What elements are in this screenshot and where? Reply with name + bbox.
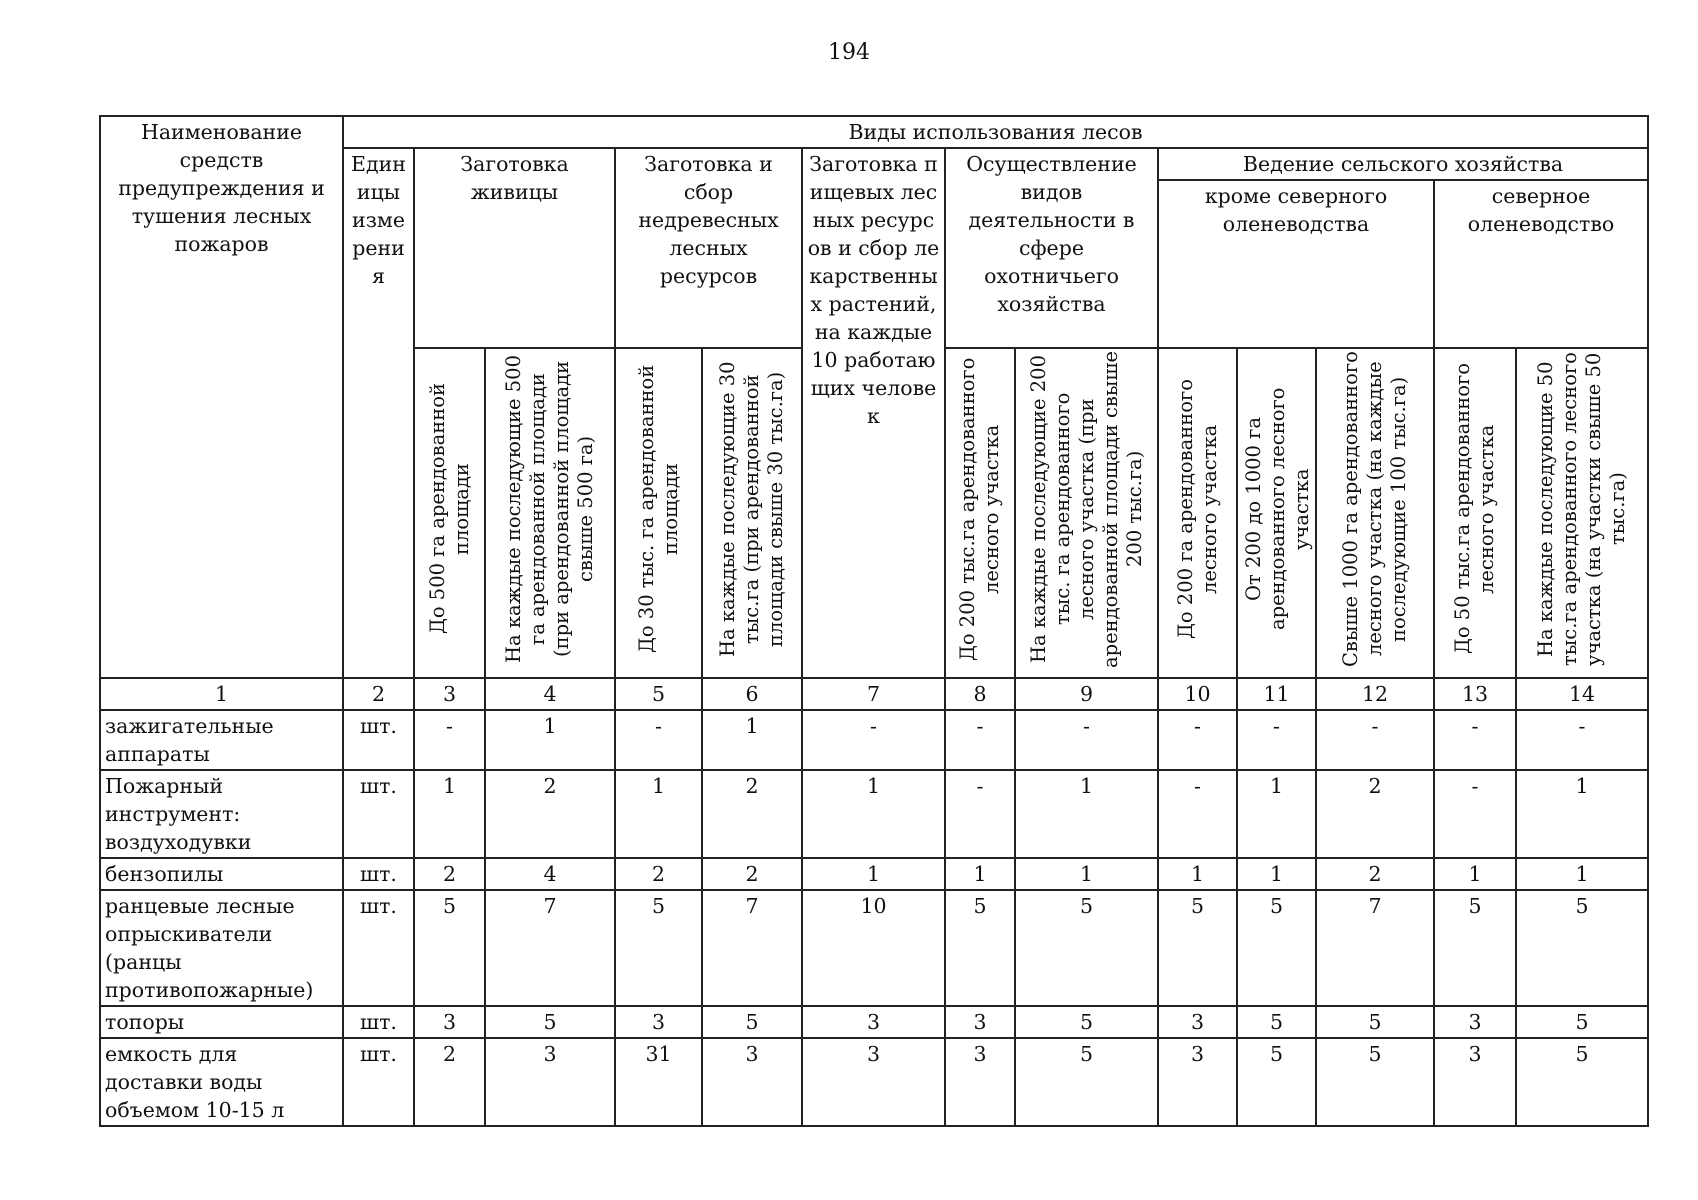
row-item-name: бензопилы xyxy=(100,858,343,890)
table-cell: 2 xyxy=(414,1038,485,1126)
table-cell: 3 xyxy=(945,1006,1015,1038)
table-cell: 2 xyxy=(1316,770,1434,858)
table-cell: 3 xyxy=(702,1038,802,1126)
table-cell: 5 xyxy=(1516,1006,1648,1038)
subheader-c5: До 30 тыс. га арендованной площади xyxy=(615,348,702,678)
table-cell: - xyxy=(1015,710,1158,770)
table-cell: 5 xyxy=(1015,1038,1158,1126)
table-row xyxy=(100,1038,1648,1126)
subheader-c8: До 200 тыс.га арендованного лесного участка xyxy=(945,348,1015,678)
table-row xyxy=(100,858,1648,890)
table-cell: 3 xyxy=(1434,1006,1516,1038)
row-unit: шт. xyxy=(343,1038,414,1126)
table-cell: 1 xyxy=(945,858,1015,890)
table-cell: 1 xyxy=(702,710,802,770)
header-agriculture-non-reindeer: кроме северного оленеводства xyxy=(1158,180,1434,348)
table-cell: 2 xyxy=(485,770,615,858)
table-cell: - xyxy=(1434,770,1516,858)
subheader-c6: На каждые последующие 30 тыс.га (при арендованной площади свыше 30 тыс.га) xyxy=(702,348,802,678)
table-cell: 3 xyxy=(414,1006,485,1038)
table-cell: 1 xyxy=(1015,858,1158,890)
row-unit: шт. xyxy=(343,858,414,890)
row-item-name: топоры xyxy=(100,1006,343,1038)
table-cell: 3 xyxy=(1434,1038,1516,1126)
header-agriculture: Ведение сельского хозяйства xyxy=(1158,148,1648,180)
fire-equipment-table xyxy=(99,115,1649,1127)
table-cell: 5 xyxy=(1158,890,1237,1006)
table-cell: 3 xyxy=(1158,1006,1237,1038)
table-cell: 5 xyxy=(1015,1006,1158,1038)
table-cell: 3 xyxy=(802,1038,945,1126)
table-cell: 31 xyxy=(615,1038,702,1126)
table-cell: 1 xyxy=(1158,858,1237,890)
row-item-name: зажигательные аппараты xyxy=(100,710,343,770)
header-forest-use-types: Виды использования лесов xyxy=(343,116,1648,148)
table-row xyxy=(100,890,1648,1006)
header-item-name: Наименование средств предупреждения и тушения лесных пожаров xyxy=(100,116,343,678)
row-item-name: ранцевые лесные опрыскиватели (ранцы противопожарные) xyxy=(100,890,343,1006)
table-row xyxy=(100,710,1648,770)
table-row xyxy=(100,770,1648,858)
header-nonwood-resources: Заготовка и сбор недревесных лесных ресурсов xyxy=(615,148,802,348)
table-cell: 1 xyxy=(802,858,945,890)
subheader-c13: До 50 тыс.га арендованного лесного участка xyxy=(1434,348,1516,678)
table-cell: 5 xyxy=(1316,1038,1434,1126)
table-cell: 3 xyxy=(1158,1038,1237,1126)
column-number: 11 xyxy=(1237,678,1316,710)
subheader-c10: До 200 га арендованного лесного участка xyxy=(1158,348,1237,678)
column-number: 6 xyxy=(702,678,802,710)
subheader-c4: На каждые последующие 500 га арендованной площади (при арендованной площади свыше 500 га) xyxy=(485,348,615,678)
subheader-c3: До 500 га арендованной площади xyxy=(414,348,485,678)
table-cell: - xyxy=(802,710,945,770)
table-cell: 5 xyxy=(1516,1038,1648,1126)
table-cell: 5 xyxy=(1237,1006,1316,1038)
table-cell: 3 xyxy=(485,1038,615,1126)
table-cell: - xyxy=(615,710,702,770)
table-cell: - xyxy=(1237,710,1316,770)
table-cell: 5 xyxy=(1516,890,1648,1006)
table-cell: - xyxy=(1158,770,1237,858)
row-unit: шт. xyxy=(343,770,414,858)
table-cell: - xyxy=(1516,710,1648,770)
table-cell: 2 xyxy=(615,858,702,890)
column-number: 3 xyxy=(414,678,485,710)
table-cell: 2 xyxy=(1316,858,1434,890)
table-cell: 5 xyxy=(1237,890,1316,1006)
table-cell: 3 xyxy=(802,1006,945,1038)
table-cell: 1 xyxy=(1434,858,1516,890)
table-cell: 5 xyxy=(1237,1038,1316,1126)
table-cell: 5 xyxy=(485,1006,615,1038)
header-food-resources: Заготовка пищевых лесных ресурсов и сбор лекарственных растений, на каждые 10 работающих человек xyxy=(802,148,945,678)
column-number: 9 xyxy=(1015,678,1158,710)
table-cell: - xyxy=(1158,710,1237,770)
header-units: Единицы измерения xyxy=(343,148,414,678)
table-cell: 5 xyxy=(945,890,1015,1006)
column-number: 7 xyxy=(802,678,945,710)
table-cell: 1 xyxy=(414,770,485,858)
table-cell: - xyxy=(945,710,1015,770)
table-cell: 5 xyxy=(1316,1006,1434,1038)
subheader-c14: На каждые последующие 50 тыс.га арендованного лесного участка (на участки свыше 50 тыс.га) xyxy=(1516,348,1648,678)
table-cell: 1 xyxy=(1516,858,1648,890)
row-unit: шт. xyxy=(343,1006,414,1038)
column-number: 8 xyxy=(945,678,1015,710)
column-number: 5 xyxy=(615,678,702,710)
table-cell: 7 xyxy=(702,890,802,1006)
table-cell: 3 xyxy=(945,1038,1015,1126)
subheader-c9: На каждые последующие 200 тыс. га арендованного лесного участка (при арендованной площади свыше 200 тыс.га) xyxy=(1015,348,1158,678)
subheader-c11: От 200 до 1000 га арендованного лесного участка xyxy=(1237,348,1316,678)
column-number: 4 xyxy=(485,678,615,710)
header-hunting: Осуществление видов деятельности в сфере охотничьего хозяйства xyxy=(945,148,1158,348)
table-cell: 5 xyxy=(414,890,485,1006)
page-number: 194 xyxy=(828,40,870,65)
table-cell: 5 xyxy=(702,1006,802,1038)
table-cell: 2 xyxy=(414,858,485,890)
table-cell: 5 xyxy=(1015,890,1158,1006)
row-unit: шт. xyxy=(343,710,414,770)
table-cell: 2 xyxy=(702,858,802,890)
row-unit: шт. xyxy=(343,890,414,1006)
row-item-name: емкость для доставки воды объемом 10-15 л xyxy=(100,1038,343,1126)
column-number: 13 xyxy=(1434,678,1516,710)
row-item-name: Пожарный инструмент: воздуходувки xyxy=(100,770,343,858)
table-cell: 1 xyxy=(1237,770,1316,858)
table-cell: 1 xyxy=(1015,770,1158,858)
table-cell: - xyxy=(1434,710,1516,770)
table-cell: 1 xyxy=(1237,858,1316,890)
table-cell: 4 xyxy=(485,858,615,890)
column-number: 2 xyxy=(343,678,414,710)
table-cell: - xyxy=(945,770,1015,858)
table-cell: - xyxy=(1316,710,1434,770)
table-cell: 3 xyxy=(615,1006,702,1038)
column-number: 10 xyxy=(1158,678,1237,710)
table-cell: 2 xyxy=(702,770,802,858)
column-number: 12 xyxy=(1316,678,1434,710)
table-cell: 1 xyxy=(802,770,945,858)
header-agriculture-reindeer: северное оленеводство xyxy=(1434,180,1648,348)
header-resin-harvesting: Заготовка живицы xyxy=(414,148,615,348)
table-cell: - xyxy=(414,710,485,770)
column-number-row xyxy=(100,678,1648,710)
table-cell: 10 xyxy=(802,890,945,1006)
table-cell: 1 xyxy=(485,710,615,770)
table-cell: 7 xyxy=(485,890,615,1006)
table-cell: 1 xyxy=(615,770,702,858)
table-cell: 5 xyxy=(615,890,702,1006)
column-number: 14 xyxy=(1516,678,1648,710)
table-cell: 7 xyxy=(1316,890,1434,1006)
table-cell: 1 xyxy=(1516,770,1648,858)
column-number: 1 xyxy=(100,678,343,710)
table-cell: 5 xyxy=(1434,890,1516,1006)
table-row xyxy=(100,1006,1648,1038)
subheader-c12: Свыше 1000 га арендованного лесного участка (на каждые последующие 100 тыс.га) xyxy=(1316,348,1434,678)
